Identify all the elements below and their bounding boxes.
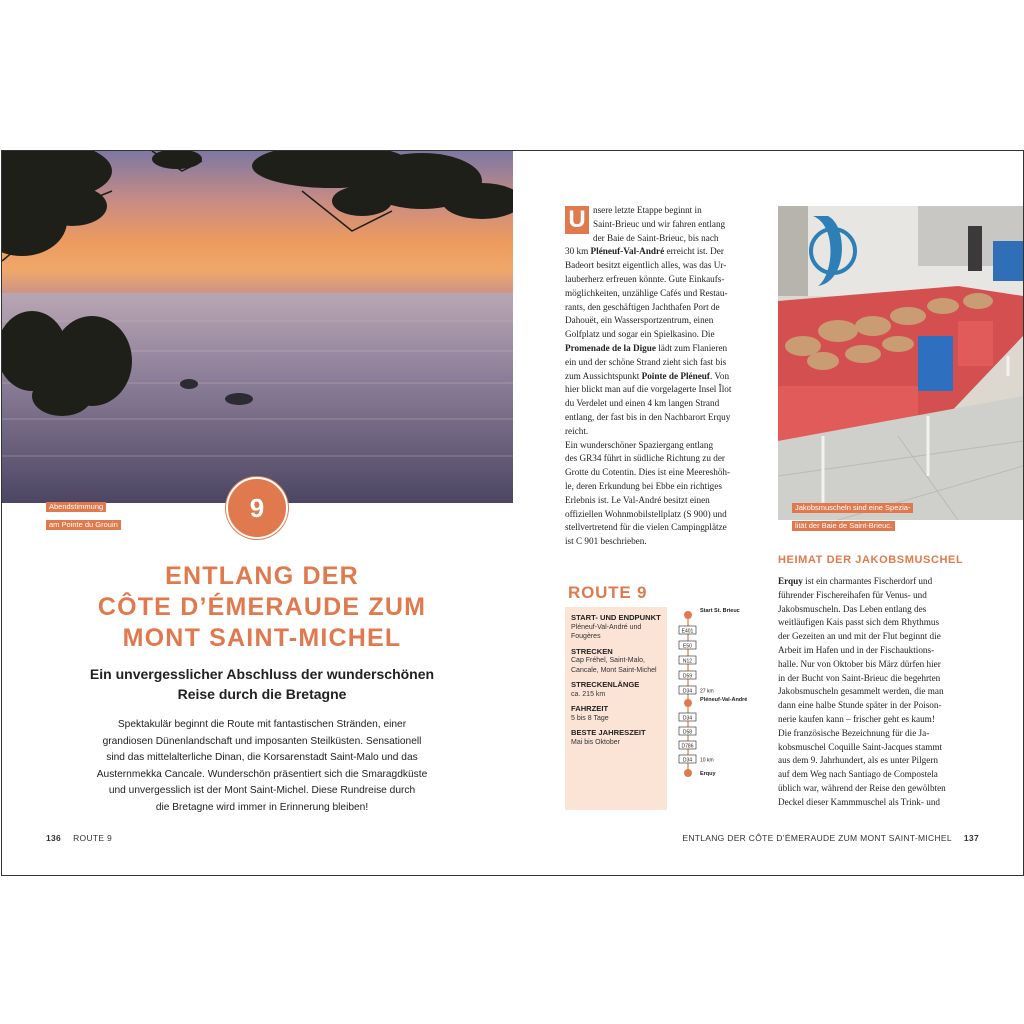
road-badge — [679, 671, 696, 680]
text-line: Promenade de la Digue lädt zum Flanieren — [565, 342, 728, 353]
text-line: Dahouët, ein Wassersportzentrum, einen — [565, 315, 714, 326]
route-info-label: STRECKEN — [571, 646, 613, 656]
right-page-number: 137 — [963, 833, 979, 843]
text-line: ein und der schöne Strand zieht sich fast bis — [565, 356, 727, 367]
text-line: weitläufigen Kais passt sich dem Rhythmus — [778, 617, 940, 628]
chapter-subtitle — [62, 664, 462, 704]
svg-text:D58: D58 — [682, 729, 693, 736]
text-line: Jakobsmuscheln gesammelt werden, die man — [778, 686, 944, 697]
road-badge — [679, 686, 696, 695]
route-info-value: Cap Fréhel, Saint-Malo, Cancale, Mont Saint-Michel — [571, 657, 657, 674]
start-marker — [684, 611, 692, 619]
route-info-value: Mai bis Oktober — [571, 738, 621, 746]
text-line: Jakobsmuscheln. Das Leben entlang des — [778, 603, 927, 614]
text-line: üblich war, während der Reise den gewölbten — [778, 782, 946, 793]
chapter-number-badge — [226, 477, 288, 539]
route-info-item — [571, 647, 663, 676]
scallop-market-photo — [778, 206, 1023, 520]
text-line: auf dem Weg nach Santiago de Compostela — [778, 769, 938, 780]
route-map — [674, 603, 748, 783]
text-line: Arbeit im Hafen und in der Fischauktions- — [778, 644, 935, 655]
text-line: lauberherz erfreuen könnte. Gute Einkaufs- — [565, 273, 725, 284]
route-info-item — [571, 704, 663, 723]
intro-line: sind das mittelalterliche Dinan, die Korsarenstadt Saint-Malo und das — [106, 752, 418, 763]
stop-label: Pléneuf-Val-André — [700, 697, 748, 703]
article-column-1 — [565, 204, 765, 549]
text-line: Die französische Bezeichnung für die Ja- — [778, 727, 930, 738]
svg-text:D34: D34 — [682, 688, 693, 695]
route-info-value: Pléneuf-Val-André und Fougères — [571, 623, 642, 640]
text-line: der Baie de Saint-Brieuc, bis nach — [593, 232, 719, 243]
route-info-value: 5 bis 8 Tage — [571, 714, 609, 722]
text-line: Golfplatz und sogar ein Spielkasino. Die — [565, 329, 715, 340]
text-line: aus dem 9. Jahrhundert, als es unter Pilgern — [778, 755, 938, 766]
right-footer — [682, 833, 979, 843]
sunset-caption — [46, 496, 121, 532]
road-badge — [679, 727, 696, 736]
route-info-value: ca. 215 km — [571, 690, 606, 698]
text-line: offiziellen Wohnmobilstellplatz (S 900) und — [565, 508, 727, 519]
book-spread — [1, 150, 1024, 876]
text-line: du Verdelet und einen 4 km langen Strand — [565, 398, 720, 409]
text-line: Saint-Brieuc und wir fahren entlang — [593, 218, 726, 229]
text-line: in der Bucht von Saint-Brieuc die begehrten — [778, 672, 941, 683]
text-line: entlang, der fast bis in den Nachbarort Erquy — [565, 411, 731, 422]
intro-line: Austernmekka Cancale. Wunderschön präsentiert sich die Smaragdküste — [96, 768, 428, 780]
text-line: rants, den geschäftigen Jachthafen Port de — [565, 301, 720, 312]
sunset-photo — [2, 151, 513, 503]
route-info-item — [571, 728, 663, 747]
stop-label: Erquy — [700, 771, 716, 777]
stop-marker — [684, 699, 692, 707]
title-line: ENTLANG DER — [165, 562, 359, 590]
left-page-number: 136 — [46, 833, 62, 843]
road-badge — [679, 641, 696, 650]
title-line: MONT SAINT-MICHEL — [122, 624, 402, 652]
text-line: führender Fischereihafen für Venus- und — [778, 589, 927, 600]
svg-text:D59: D59 — [682, 673, 693, 680]
route-info-item — [571, 613, 663, 642]
article-column-2 — [778, 575, 1000, 810]
text-line: stellvertretend für die vielen Campingplätze — [565, 522, 727, 533]
chapter-title — [62, 561, 462, 654]
text-line: der Gezeiten an und mit der Flut beginnt die — [778, 631, 941, 642]
text-line: Erlebnis ist. Le Val-André besitzt einen — [565, 494, 710, 505]
svg-text:E401: E401 — [681, 628, 694, 635]
drop-cap: U — [565, 206, 589, 234]
text-line: nerie kaufen kann – frischer geht es kaum! — [778, 713, 935, 724]
road-badge — [679, 656, 696, 665]
text-line: Ein wunderschöner Spaziergang entlang — [565, 439, 714, 450]
intro-line: grandiosen Dünenlandschaft und imposanten Steilküsten. Sensationell — [102, 735, 422, 747]
route-info-label: START- UND ENDPUNKT — [571, 613, 661, 622]
route-info-label: STRECKENLÄNGE — [571, 680, 640, 689]
svg-text:E50: E50 — [683, 643, 692, 650]
text-line: kobsmuschel Coquille Saint-Jacques stammt — [778, 741, 943, 752]
chapter-intro — [77, 717, 447, 816]
text-line: hier blickt man auf die vorgelagerte Insel Îlot — [565, 384, 732, 395]
distance-label: 10 km — [700, 757, 714, 764]
svg-text:N12: N12 — [682, 658, 693, 665]
sunset-caption-line: am Pointe du Grouin — [46, 520, 121, 530]
distance-label: 27 km — [700, 688, 714, 695]
svg-text:D34: D34 — [682, 715, 693, 722]
route-info-label: BESTE JAHRESZEIT — [571, 728, 646, 737]
intro-line: und unvergesslich ist der Mont Saint-Michel. Diese Rundreise durch — [108, 785, 416, 796]
title-line: CÔTE D’ÉMERAUDE ZUM — [97, 593, 427, 621]
intro-line: Spektakulär beginnt die Route mit fantastischen Stränden, einer — [117, 719, 407, 730]
end-marker — [684, 769, 692, 777]
road-badge — [679, 741, 696, 750]
left-footer — [46, 833, 112, 843]
route-info-list — [571, 613, 663, 752]
svg-text:D786: D786 — [681, 743, 694, 750]
start-label: Start St. Brieuc — [700, 608, 740, 614]
text-line: halle. Nur von Oktober bis März dürfen hier — [778, 658, 941, 669]
text-line: Deckel dieser Kammmuschel als Trink- und — [778, 796, 941, 807]
right-running-head: ENTLANG DER CÔTE D’ÉMERAUDE ZUM MONT SAINT-MICHEL — [682, 833, 952, 843]
sunset-caption-line: Abendstimmung — [46, 502, 106, 512]
text-line: möglichkeiten, unzählige Cafés und Restau- — [565, 287, 728, 298]
route-box-heading: ROUTE 9 — [568, 583, 648, 602]
route-info-item — [571, 680, 663, 699]
harbor-caption — [792, 497, 913, 533]
road-badge — [679, 626, 696, 635]
text-line: Grotte du Cotentin. Dies ist eine Meereshöh- — [565, 467, 731, 478]
subtitle-line: Ein unvergesslicher Abschluss der wunderschönen — [89, 666, 435, 682]
text-line: ist C 901 beschrieben. — [565, 536, 647, 547]
text-line: nsere letzte Etappe beginnt in — [593, 205, 702, 215]
text-line: le, deren Erkundung bei Ebbe ein richtiges — [565, 480, 722, 491]
chapter-number: 9 — [249, 493, 265, 523]
text-line: Erquy ist ein charmantes Fischerdorf und — [778, 576, 933, 586]
harbor-caption-line: Jakobsmuscheln sind eine Spezia- — [792, 503, 913, 513]
left-running-head: ROUTE 9 — [73, 833, 113, 843]
text-line: des GR34 führt in südliche Richtung zu der — [565, 453, 725, 464]
text-line: dann eine halbe Stunde später in der Poison- — [778, 700, 942, 711]
route-info-label: FAHRZEIT — [571, 704, 609, 713]
road-badge — [679, 713, 696, 722]
svg-text:D34: D34 — [682, 757, 693, 764]
subtitle-line: Reise durch die Bretagne — [177, 686, 347, 702]
harbor-caption-line: lität der Baie de Saint-Brieuc. — [792, 521, 895, 531]
text-line: zum Aussichtspunkt Pointe de Pléneuf. Von — [565, 370, 730, 381]
section-heading: HEIMAT DER JAKOBSMUSCHEL — [778, 554, 964, 566]
text-line: 30 km Pléneuf-Val-André erreicht ist. Der — [565, 246, 724, 257]
text-line: Badeort besitzt eigentlich alles, was das Ur- — [565, 260, 727, 271]
text-line: reicht. — [565, 425, 589, 436]
road-badge — [679, 755, 696, 764]
intro-line: die Bretagne wird immer in Erinnerung bleiben! — [155, 801, 369, 813]
